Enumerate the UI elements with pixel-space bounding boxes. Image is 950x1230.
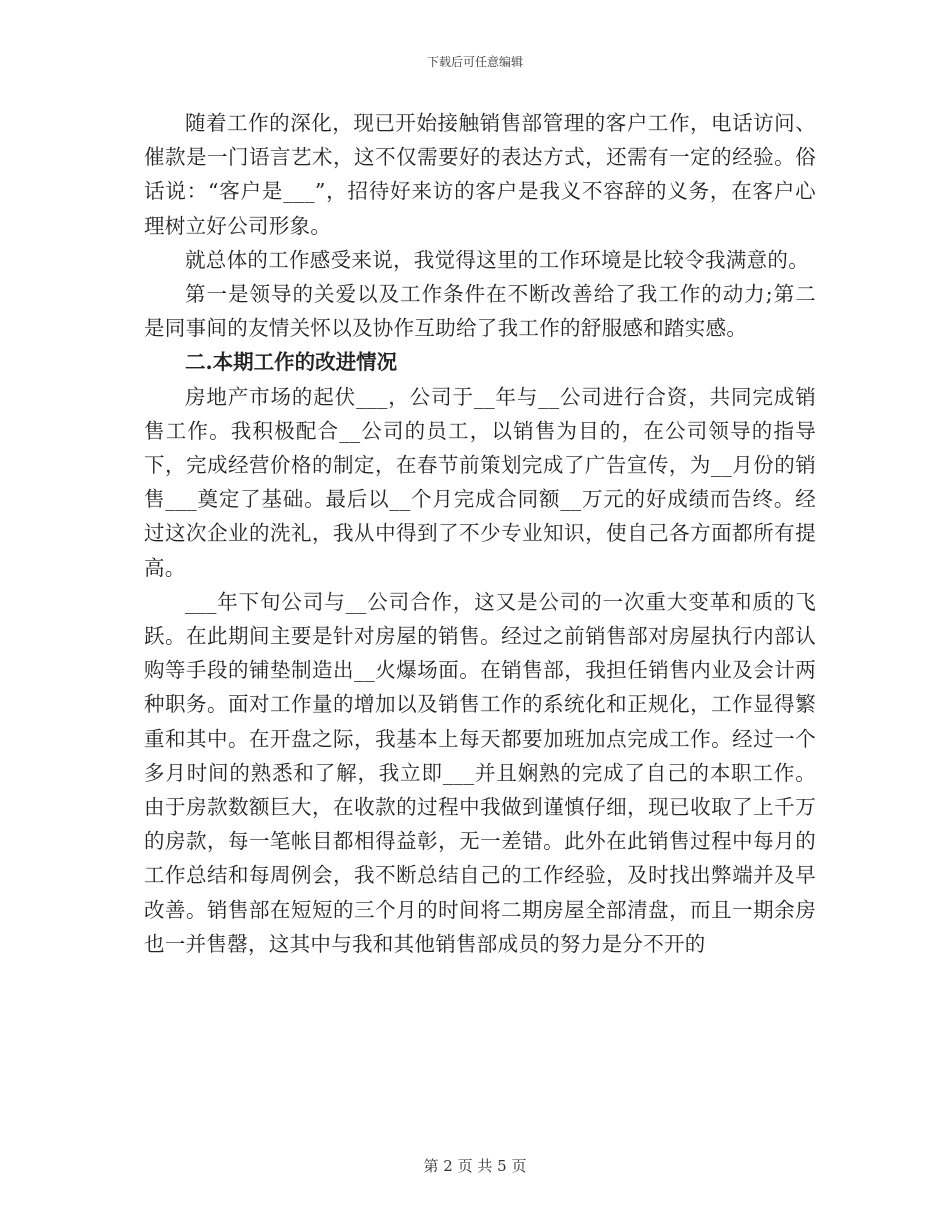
page-footer: 第 2 页 共 5 页 — [423, 1157, 527, 1175]
section-heading: 二.本期工作的改进情况 — [185, 350, 398, 375]
paragraph: ___年下旬公司与__公司合作，这又是公司的一次重大变革和质的飞跃。在此期间主要是针对房屋的销售。经过之前销售部对房屋执行内部认购等手段的铺垫制造出__火爆场面。在销售部，我担任销售内业及会计两种职务。面对工作量的增加以及销售工作的系统化和正规化，工作显得繁重和其中。在开盘之际，我基本上每天都要加班加点完成工作。经过一个多月时间的熟悉和了解，我立即___并且娴熟的完成了自己的本职工作。由于房款数额巨大，在收款的过程中我做到谨慎仔细，现已收取了上千万的房款，每一笔帐目都相得益彰，无一差错。此外在此销售过程中每月的工作总结和每周例会，我不断总结自己的工作经验，及时找出弊端并及早改善。销售部在短短的三个月的时间将二期房屋全部清盘，而且一期余房也一并售罄，这其中与我和其他销售部成员的努力是分不开的 — [144, 589, 816, 956]
paragraph: 随着工作的深化，现已开始接触销售部管理的客户工作，电话访问、催款是一门语言艺术，这不仅需要好的表达方式，还需有一定的经验。俗话说：“客户是___”，招待好来访的客户是我义不容辞的义务，在客户心理树立好公司形象。 — [144, 111, 816, 238]
paragraph: 第一是领导的关爱以及工作条件在不断改善给了我工作的动力;第二是同事间的友情关怀以及协作互助给了我工作的舒服感和踏实感。 — [144, 282, 816, 341]
paragraph: 房地产市场的起伏___，公司于__年与__公司进行合资，共同完成销售工作。我积极配合__公司的员工，以销售为目的，在公司领导的指导下，完成经营价格的制定，在春节前策划完成了广告宣传，为__月份的销售___奠定了基础。最后以__个月完成合同额__万元的好成绩而告终。经过这次企业的洗礼，我从中得到了不少专业知识，使自己各方面都所有提高。 — [144, 384, 816, 580]
document-body — [144, 106, 816, 961]
page-header: 下载后可任意编辑 — [426, 55, 523, 69]
paragraph: 就总体的工作感受来说，我觉得这里的工作环境是比较令我满意的。 — [185, 247, 809, 272]
